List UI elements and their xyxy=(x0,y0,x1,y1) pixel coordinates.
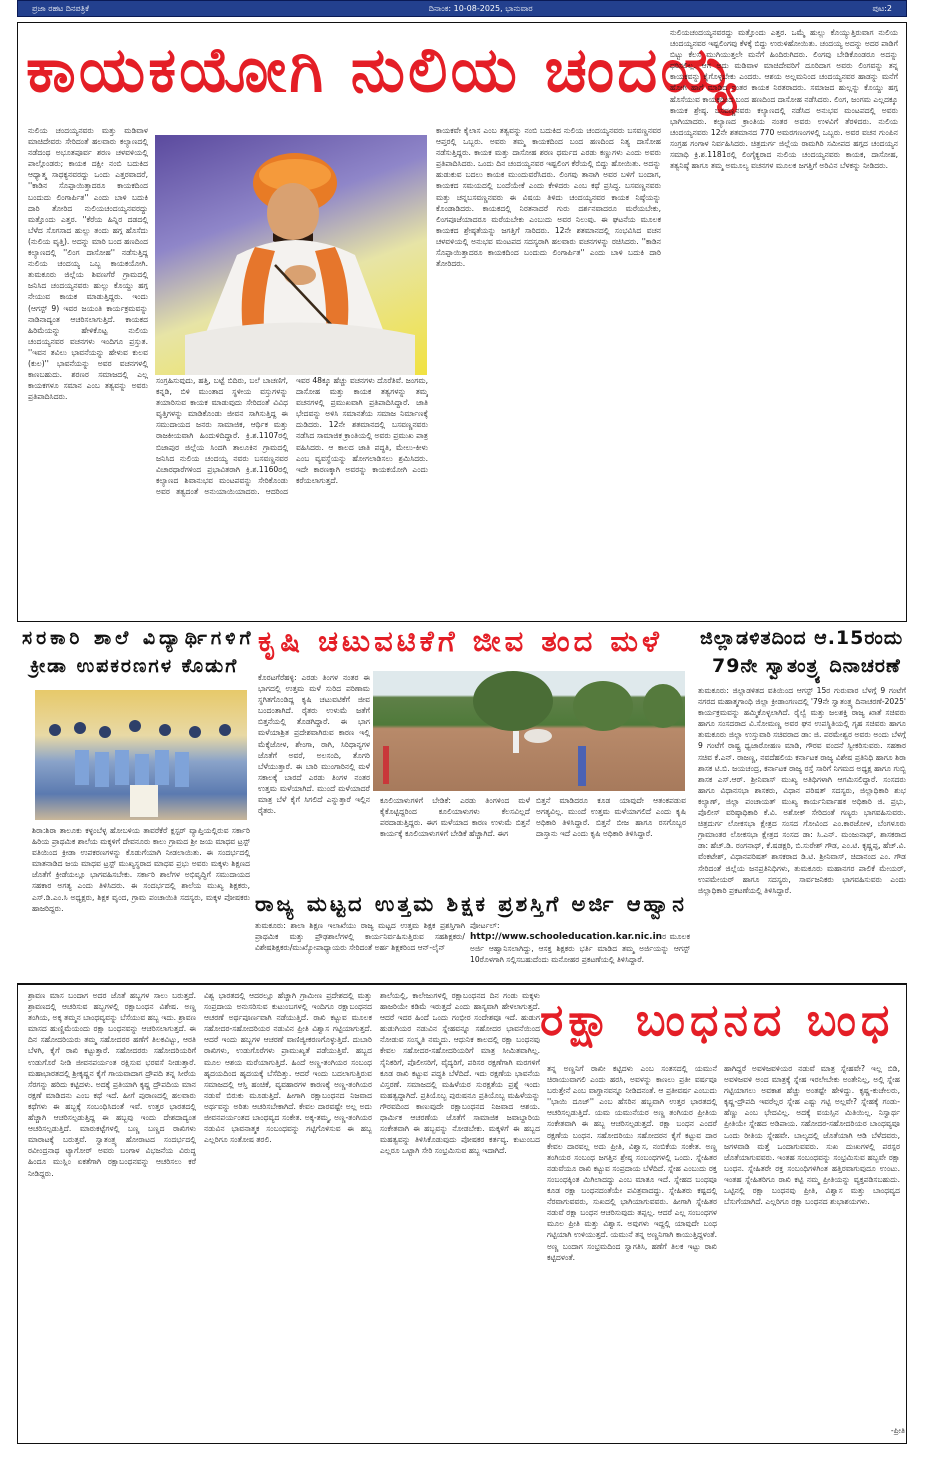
lead-col-4: ನುಲಿಯಚಂದಯ್ಯನವರದ್ದು ಮತ್ತೊಂದು ಎತ್ತರ. ಒಮ್ಮೆ ಹುಲ್ಲು ಕೊಯ್ಯುತ್ತಿರುವಾಗ ನುಲಿಯ ಚಂದಯ್ಯನವರ ಇಷ್ಟಲಿಂಗವು ಕೆಳಕ್ಕೆ ಬಿದ್ದು ಉರುಳಿಹೋಯಿತು. ಚಂದಯ್ಯ ಅದನ್ನು ಅದರ ಪಾಡಿಗೆ ಬಿಟ್ಟು ಕೆಲಸ ಮುಗಿಯುತ್ತಲೇ ಮನೆಗೆ ಹಿಂದಿರುಗಿದರು. ಲಿಂಗವು ಬೇಡಿಕೊಂಡರೂ ಅದನ್ನು ಧರಿಸಲಿಲ್ಲ. ಆಗ ಅದು ಮಡಿವಾಳ ಮಾಚಿದೇವರಿಗೆ ದೂರಿದಾಗ ಅವರು ಲಿಂಗವನ್ನು ತನ್ನ ಕಾಯಕವನ್ನು ಕೈಗೊಳ್ಳಬೇಕು ಎಂದರು. ಆಶಯ ಅಲ್ಲಮನಿಂದ ಚಂದಯ್ಯನವರ ಹಾಡನ್ನು ಮನೆಗೆ ಹೋಗಿ ಹಾಗೆ ಮಾಡಿದ ನಂತರ ಕಾಯಕ ನಿರತರಾದರು. ಸಮಾಜದ ಹುಲ್ಲನ್ನು ಕೊಯ್ದು ಹಗ್ಗ ಹೊಸೆಯುವ ಕಾಯಕದಿಂದ ಬಂದ ಹಣದಿಂದ ದಾಸೋಹ ನಡೆಸಿದರು. ಲಿಂಗ, ಜಂಗಮ ಎಲ್ಲದಕ್ಕೂ ಕಾಯಕ ಶ್ರೇಷ್ಠ. ಬಸವಣ್ಣನವರು ಕಲ್ಯಾಣದಲ್ಲಿ ನಡೆಸಿದ ಅನುಭವ ಮಂಟಪದಲ್ಲಿ ಅವರು ಭಾಗಿಯಾದರು. ಕಲ್ಯಾಣದ ಕ್ರಾಂತಿಯ ನಂತರ ಅವರು ಉಳವಿಗೆ ತೆರಳಿದರು. ನುಲಿಯ ಚಂದಯ್ಯನವರು 12ನೇ ಶತಮಾನದ 770 ಅಮರಗಣಂಗಳಲ್ಲಿ ಒಬ್ಬರು. ಅವರ ವಚನ ಗುಂಪಿನ ಸಂಗ್ರಹ ಗಂಗಾಳ ನಿರ್ವಹಿಸಿದರು. ಚಿತ್ರದುರ್ಗ ಜಿಲ್ಲೆಯ ರಾಮಗಿರಿ ಸಮೀಪದ ಹಗ್ಗದ ಚಂದಯ್ಯನ ಸಮಾಧಿ ಕ್ರಿ.ಶ.1181ರಲ್ಲಿ ಲಿಂಗೈಕ್ಯರಾದ ನುಲಿಯ ಚಂದಯ್ಯನವರು ಕಾಯಕ, ದಾಸೋಹ, ತತ್ವನಿಷ್ಠೆ ಹಾಗೂ ತಮ್ಮ ಅಮೂಲ್ಯ ವಚನಗಳ ಮೂಲಕ ಜಗತ್ತಿಗೆ ಅರಿವಿನ ಬೆಳಕನ್ನು ನೀಡಿದರು. xyxy=(670,28,898,171)
award-url-link[interactable]: http://www.schooleducation.kar.nic.in xyxy=(470,932,663,943)
school-students-photo xyxy=(35,690,247,820)
independence-headline-1: ಜಿಲ್ಲಾಡಳಿತದಿಂದ ಆ.15ರಂದು xyxy=(700,627,904,649)
lead-col-2: ಸಂಗ್ರಹಿಸುವುದು, ಹತ್ತಿ, ಬಟ್ಟೆ ಬಿದಿರು, ಬಲೆ ಬಾಚಣಿಗೆ, ಕನ್ನಡಿ, ಬಿಳಿ ಮುಂತಾದ ಸ್ಥಳೀಯ ವಸ್ತುಗಳನ್ನು ತಯಾರಿಸುವ ಕಾಯಕ ಮಾಡುವುದು ಸೇರಿದಂತೆ ವಿವಿಧ ವೃತ್ತಿಗಳನ್ನು ಮಾಡಿಕೊಂಡು ಜೀವನ ಸಾಗಿಸುತ್ತಿದ್ದ ಈ ಸಮುದಾಯದ ಜನರು ಸಾಮಾಜಿಕ, ಆರ್ಥಿಕ ಮತ್ತು ರಾಜಕೀಯವಾಗಿ ಹಿಂದುಳಿದಿದ್ದಾರೆ. ಕ್ರಿ.ಶ.1107ರಲ್ಲಿ ಬಿಜಾಪುರ ಜಿಲ್ಲೆಯ ಸಿಂದಗಿ ತಾಲೂಕಿನ ಗ್ರಾಮದಲ್ಲಿ ಜನಿಸಿದ ನುಲಿಯ ಚಂದಯ್ಯ ನವರು ಬಸವಣ್ಣನವರ ವಿಚಾರಧಾರೆಗಳಿಂದ ಪ್ರಭಾವಿತರಾಗಿ ಕ್ರಿ.ಶ.1160ರಲ್ಲಿ ಕಲ್ಯಾಣದ ಶಿವಾನುಭವ ಮಂಟಪವನ್ನು ಸೇರಿಕೊಂಡು ಅವರ ತತ್ವದಂತೆ ಅನುಯಾಯಿಯಾದರು. ಆದರಿಂದ ಇವರ 48ಕ್ಕೂ ಹೆಚ್ಚು ವಚನಗಳು ದೊರೆತಿವೆ. ಜಂಗಮ, ದಾಸೋಹ ಮತ್ತು ಕಾಯಕ ತತ್ವಗಳನ್ನು ತಮ್ಮ ವಚನಗಳಲ್ಲಿ ಪ್ರಮುಖವಾಗಿ ಪ್ರತಿಪಾದಿಸಿದ್ದಾರೆ. ಜಾತಿ ಭೇದವನ್ನು ಅಳಿಸಿ ಸಮಾನತೆಯ ಸಮಾಜ ನಿರ್ಮಾಣಕ್ಕೆ ದುಡಿದರು. 12ನೇ ಶತಮಾನದಲ್ಲಿ ಬಸವಣ್ಣನವರು ನಡೆಸಿದ ಸಾಮಾಜಿಕ ಕ್ರಾಂತಿಯಲ್ಲಿ ಅವರು ಪ್ರಮುಖ ಪಾತ್ರ ವಹಿಸಿದರು. ಆ ಕಾಲದ ಜಾತಿ ಪದ್ಧತಿ, ಮೇಲು-ಕೀಳು ಎಂಬ ವ್ಯವಸ್ಥೆಯನ್ನು ಹೋಗಲಾಡಿಸಲು ಶ್ರಮಿಸಿದರು. ಇದೇ ಕಾರಣಕ್ಕಾಗಿ ಅವರನ್ನು ಕಾಯಕಯೋಗಿ ಎಂದು ಕರೆಯಲಾಗುತ್ತದೆ. xyxy=(156,376,428,496)
school-headline-1: ಸರಕಾರಿ ಶಾಲೆ ವಿದ್ಯಾರ್ಥಿಗಳಿಗೆ xyxy=(22,627,255,649)
portrait-figure xyxy=(155,135,427,375)
award-col2-text: ರ ಮೂಲಕ ಅರ್ಜಿ ಆಹ್ವಾನಿಸಲಾಗಿದ್ದು, ಆಸಕ್ತ ಶಿಕ್ಷಕರು ಭರ್ತಿ ಮಾಡಿದ ತಮ್ಮ ಅರ್ಜಿಯನ್ನು ಆಗಸ್ಟ್ 10ರೊಳಗಾಗಿ ಸಲ್ಲಿಸಬಹುದೆಂದು ಮನೋಹರ ಪ್ರಕಟಣೆಯಲ್ಲಿ ತಿಳಿಸಿದ್ದಾರೆ. xyxy=(470,932,690,965)
rain-col-2: ಕೂಲಿಯಾಳುಗಳಿಗೆ ಬೇಡಿಕೆ: ಎರಡು ತಿಂಗಳಿಂದ ಮಳೆ ಕೈಕೊಟ್ಟಿದ್ದರಿಂದ ಕೂಲಿಯಾಳುಗಳು ಕೆಲಸವಿಲ್ಲದೆ ಪರದಾಡುತ್ತಿದ್ದರು. ಈಗ ಮಳೆಯಾದ ಕಾರಣ ಉಳುಮೆ ಬಿತ್ತನೆ ಕಾರ್ಯಕ್ಕೆ ಕೂಲಿಯಾಳುಗಳಿಗೆ ಬೇಡಿಕೆ ಹೆಚ್ಚಾಗಿದೆ. ಈಗ xyxy=(380,796,530,839)
raksha-col-2: ವಿಶ್ವ ಭಾರತದಲ್ಲಿ ಆದರಲ್ಲೂ ಹೆಚ್ಚಾಗಿ ಗ್ರಾಮೀಣ ಪ್ರದೇಶದಲ್ಲಿ ಮತ್ತು ಸಂಪ್ರದಾಯ ಅನುಸರಿಸುವ ಕುಟುಂಬಗಳಲ್ಲಿ ಇಂದಿಗೂ ರಕ್ಷಾಬಂಧನದ ಆಚರಣೆ ಅರ್ಥಪೂರ್ಣವಾಗಿ ನಡೆಯುತ್ತಿದೆ. ರಾಖಿ ಕಟ್ಟುವ ಮೂಲಕ ಸಹೋದರ-ಸಹೋದರಿಯರ ನಡುವಿನ ಪ್ರೀತಿ ವಿಶ್ವಾಸ ಗಟ್ಟಿಯಾಗುತ್ತದೆ. ಆದರೆ ಇಂದು ಹಬ್ಬಗಳ ಆಚರಣೆ ವಾಣಿಜ್ಯೀಕರಣಗೊಳ್ಳುತ್ತಿದೆ. ದುಬಾರಿ ರಾಖಿಗಳು, ಉಡುಗೊರೆಗಳು ಪ್ರಾಮುಖ್ಯತೆ ಪಡೆಯುತ್ತಿವೆ. ಹಬ್ಬದ ಮೂಲ ಆಶಯ ಮರೆಯಾಗುತ್ತಿದೆ. ಹಿಂದೆ ಅಣ್ಣ-ತಂಗಿಯರ ಸಂಬಂಧ ಹೃದಯದಿಂದ ಹೃದಯಕ್ಕೆ ಬೆಸೆದಿತ್ತು. ಆದರೆ ಇಂದು ಬದಲಾಗುತ್ತಿರುವ ಸಮಾಜದಲ್ಲಿ ಆಸ್ತಿ ಹಂಚಿಕೆ, ವ್ಯವಹಾರಗಳ ಕಾರಣಕ್ಕೆ ಅಣ್ಣ-ತಂಗಿಯರ ನಡುವೆ ಬಿರುಕು ಮೂಡುತ್ತಿದೆ. ಹೀಗಾಗಿ ರಕ್ಷಾಬಂಧನದ ನಿಜವಾದ ಅರ್ಥವನ್ನು ಅರಿತು ಆಚರಿಸಬೇಕಾಗಿದೆ. ಕೇವಲ ದಾರವಷ್ಟೇ ಅಲ್ಲ ಅದು ಜೀವನಪರ್ಯಂತದ ಬಾಂಧವ್ಯದ ಸಂಕೇತ. ಅಕ್ಕ-ತಮ್ಮ, ಅಣ್ಣ-ತಂಗಿಯರ ನಡುವಿನ ಭಾವನಾತ್ಮಕ ಸಂಬಂಧವನ್ನು ಗಟ್ಟಿಗೊಳಿಸುವ ಈ ಹಬ್ಬ ಎಲ್ಲರಿಗೂ ಸಂತೋಷ ತರಲಿ. xyxy=(204,991,372,1145)
school-body: ಶಿರಾ:ಶಿರಾ ತಾಲೂಕು ಕಳ್ಳಂಬೆಳ್ಳ ಹೋಬಳಿಯ ತಾವರೆಕೆರೆ ಕ್ಲಸ್ಟರ್ ವ್ಯಾಪ್ತಿಯಲ್ಲಿರುವ ಸರ್ಕಾರಿ ಹಿರಿಯ ಪ್ರಾಥಮಿಕ ಶಾಲೆಯ ಮಕ್ಕಳಿಗೆ ದೇವನೂರು ಕಾಲು ಗ್ರಾಮದ ಶ್ರೀ ಜಯ ಮಾಧವ ಟ್ರಸ್ಟ್ ವತಿಯಿಂದ ಕ್ರೀಡಾ ಉಪಕರಣಗಳನ್ನು ಕೊಡುಗೆಯಾಗಿ ನೀಡಲಾಯಿತು. ಈ ಸಂದರ್ಭದಲ್ಲಿ ಮಾತನಾಡಿದ ಜಯ ಮಾಧವ ಟ್ರಸ್ಟ್ ಮುಖ್ಯಸ್ಥರಾದ ಮಾಧವ ಪ್ರಭು ಅವರು ಮಕ್ಕಳು ಶಿಕ್ಷಣದ ಜೊತೆಗೆ ಕ್ರೀಡೆಯಲ್ಲೂ ಭಾಗವಹಿಸಬೇಕು. ಸರ್ಕಾರಿ ಶಾಲೆಗಳ ಅಭಿವೃದ್ಧಿಗೆ ಸಮುದಾಯದ ಸಹಕಾರ ಅಗತ್ಯ ಎಂದು ತಿಳಿಸಿದರು. ಈ ಸಂದರ್ಭದಲ್ಲಿ ಶಾಲೆಯ ಮುಖ್ಯ ಶಿಕ್ಷಕರು, ಎಸ್.ಡಿ.ಎಂ.ಸಿ ಅಧ್ಯಕ್ಷರು, ಶಿಕ್ಷಕ ವೃಂದ, ಗ್ರಾಮ ಪಂಚಾಯಿತಿ ಸದಸ್ಯರು, ಮಕ್ಕಳ ಪೋಷಕರು ಹಾಜರಿದ್ದರು. xyxy=(32,826,250,913)
rain-headline: ಕೃಷಿ ಚಟುವಟಿಕೆಗೆ ಜೀವ ತಂದ ಮಳೆ xyxy=(258,624,663,658)
independence-headline-2: 79ನೇ ಸ್ವಾತಂತ್ರ್ಯ ದಿನಾಚರಣೆ xyxy=(712,655,901,677)
raksha-col-5: ಹಾಗಿದ್ದರೆ ಅವಳಿಜವಳಿಯರ ನಡುವೆ ಮಾತ್ರ ಸ್ನೇಹವೇ? ಇಲ್ಲ ಬಿಡಿ, ಅವಳಿಜವಳಿ ಅಂದ ಮಾತ್ರಕ್ಕೆ ಸ್ನೇಹ ಇರಲೇಬೇಕು ಅಂತೇನಿಲ್ಲ, ಅಲ್ಲಿ ಸ್ನೇಹ ಗಟ್ಟಿಯಾಗಲು ಅವಕಾಶ ಹೆಚ್ಚು ಅಂತಷ್ಟೇ ಹೇಳಿದ್ದು. ಕೃಷ್ಣ-ಕುಚೇಲರು, ಕೃಷ್ಣ-ದ್ರೌಪದಿ ಇವರೆಲ್ಲರ ಸ್ನೇಹ ಎಷ್ಟು ಗಟ್ಟಿ ಅಲ್ಲವೇ? ಸ್ನೇಹಕ್ಕೆ ಗಂಡು-ಹೆಣ್ಣು ಎಂಬ ಭೇದವಿಲ್ಲ. ಅದಕ್ಕೆ ವಯಸ್ಸಿನ ಮಿತಿಯಿಲ್ಲ. ನಿಸ್ವಾರ್ಥ ಪ್ರೀತಿಯೇ ಸ್ನೇಹದ ಅಡಿಪಾಯ. ಸಹೋದರ-ಸಹೋದರಿಯರ ಬಾಂಧವ್ಯವೂ ಒಂದು ರೀತಿಯ ಸ್ನೇಹವೇ. ಬಾಲ್ಯದಲ್ಲಿ ಜೊತೆಯಾಗಿ ಆಡಿ ಬೆಳೆದವರು, ಜಗಳವಾಡಿ ಮತ್ತೆ ಒಂದಾಗುವವರು. ಸುಖ ದುಃಖಗಳಲ್ಲಿ ಪರಸ್ಪರ ಜೊತೆಯಾಗುವವರು. ಇಂತಹ ಸಂಬಂಧವನ್ನು ಸಂಭ್ರಮಿಸುವ ಹಬ್ಬವೇ ರಕ್ಷಾ ಬಂಧನ. ಸ್ನೇಹಿತರೇ ರಕ್ತ ಸಂಬಂಧಿಗಳಿಗಿಂತ ಹತ್ತಿರವಾಗುವುದೂ ಉಂಟು. ಇಂತಹ ಸ್ನೇಹಿತರಿಗೂ ರಾಖಿ ಕಟ್ಟಿ ನಮ್ಮ ಪ್ರೀತಿಯನ್ನು ವ್ಯಕ್ತಪಡಿಸಬಹುದು. ಒಟ್ಟಿನಲ್ಲಿ ರಕ್ಷಾ ಬಂಧನವು ಪ್ರೀತಿ, ವಿಶ್ವಾಸ ಮತ್ತು ಬಾಂಧವ್ಯದ ಬೆಸುಗೆಯಾಗಿದೆ. ಎಲ್ಲರಿಗೂ ರಕ್ಷಾ ಬಂಧನದ ಶುಭಾಶಯಗಳು. xyxy=(724,1064,900,1207)
chandayya-portrait xyxy=(155,135,427,375)
lead-col-1: ನುಲಿಯ ಚಂದಯ್ಯನವರು ಮತ್ತು ಮಡಿವಾಳ ಮಾಚಿದೇವರು ಸೇರಿದಂತೆ ಹಲವಾರು ಕಲ್ಯಾಣದಲ್ಲಿ ನಡೆದಂಥ ಅಭೂತಪೂರ್ವ ಶರಣ ಚಳವಳಿಯಲ್ಲಿ ಪಾಲ್ಗೊಂಡರು; ಕಾಯಕ ದಕ್ಷೀ ನಂಬಿ ಬದುಕಿದ ಆಧ್ಯಾತ್ಮ ಸಾಧಕ್ಯನವರದ್ದು ಒಂದು ಎತ್ತರವಾದರೆ, ''ಕಾಡಿನ ಸೊಪ್ಪಾಯಿತ್ತಾದರೂ ಕಾಯಕದಿಂದ ಬಂದುದು ಲಿಂಗಾರ್ಪಿತ'' ಎಂದು ಬಾಳಿ ಬದುಕಿ ದಾರಿ ತೋರಿದ ನುಲಿಯಚಂದಯ್ಯನವರದ್ದು ಮತ್ತೊಂದು ಎತ್ತರ. ''ಕೆರೆಯ ಹಿನ್ನಿರ ದಡದಲ್ಲಿ ಬೆಳೆದ ಸೊಗಸಾದ ಹುಲ್ಲು ತಂದು ಹಗ್ಗ ಹೊಸೆದು (ನುಲಿಯ ವೃತ್ತಿ). ಅದನ್ನು ಮಾರಿ ಬಂದ ಹಣದಿಂದ ಕಲ್ಯಾಣದಲ್ಲಿ ''ಲಿಂಗ ದಾಸೋಹ'' ನಡೆಸುತ್ತಿದ್ದ ನುಲಿಯ ಚಂದಯ್ಯ ಒಬ್ಬ ಕಾಯಕಯೋಗಿ. ತುಮಕೂರು ಜಿಲ್ಲೆಯ ಶಿವಣಗೆರೆ ಗ್ರಾಮದಲ್ಲಿ ಜನಿಸಿದ ಚಂದಯ್ಯನವರು ಹುಲ್ಲು ಕೊಯ್ದು ಹಗ್ಗ ನೇಯುವ ಕಾಯಕ ಮಾಡುತ್ತಿದ್ದರು. ಇಂದು (ಆಗಸ್ಟ್ 9) ಇವರ ಜಯಂತಿ ಕಾರ್ಯಕ್ರಮವನ್ನು ನಾಡಿನಾದ್ಯಂತ ಆಚರಿಸಲಾಗುತ್ತಿದೆ. ಕಾಯಕದ ಹಿರಿಮೆಯನ್ನು ಹೇಳಿಕೊಟ್ಟ ನುಲಿಯ ಚಂದಯ್ಯನವರ ವಚನಗಳು ಇಂದಿಗೂ ಪ್ರಸ್ತುತ. ''ಇವನ ತವಿಲು ಭಾವನೆಯನ್ನು ಹೇಳುವ ಕುಲವ (ಕುಲ)'' ಭಾವನೆಯನ್ನು ಅವರ ವಚನಗಳಲ್ಲಿ ಕಾಣಬಹುದು. ಶರಣರ ಸಮಾಜದಲ್ಲಿ ಎಲ್ಲ ಕಾಯಕಗಳೂ ಸಮಾನ ಎಂಬ ತತ್ವವನ್ನು ಅವರು ಪ್ರತಿಪಾದಿಸಿದರು. xyxy=(28,126,148,402)
award-portal-label: ಪೋರ್ಟಲ್: xyxy=(470,921,500,930)
school-headline-2: ಕ್ರೀಡಾ ಉಪಕರಣಗಳ ಕೊಡುಗೆ xyxy=(30,655,239,677)
date-line: ದಿನಾಂಕ: 10-08-2025, ಭಾನುವಾರ xyxy=(428,3,533,13)
raksha-col-4: ತನ್ನ ಅಣ್ಣನಿಗೆ ರಾಖೀ ಕಟ್ಟಿದಳು ಎಂಬ ಸಂತಸದಲ್ಲಿ ಯಮುನೆ ಚಿರಾಯುವಾಗಲಿ ಎಂದು ಹರಸಿ, ಅವಳನ್ನು ಕಾಣಲು ಪ್ರತೀ ವರ್ಷವೂ ಬರುತ್ತೇನೆ ಎಂಬ ವಾಗ್ದಾನವನ್ನೂ ನೀಡಿದನಂತೆ. ಆ ಪ್ರತೀವರ್ಷ ಎಂಬುದು ''ಭಾಯಿ ದೂಜ್'' ಎಂಬ ಹೆಸರಿನ ಹಬ್ಬವಾಗಿ ಉತ್ತರ ಭಾರತದಲ್ಲಿ ಆಚರಿಸಲ್ಪಡುತ್ತಿದೆ. ಯಮ ಯಮುನೆಯರ ಅಣ್ಣ ತಂಗಿಯರ ಪ್ರೀತಿಯ ಸಂಕೇತವಾಗಿ ಈ ಹಬ್ಬ ಆಚರಿಸಲ್ಪಡುತ್ತದೆ. ರಕ್ಷಾ ಬಂಧನ ಎಂದರೆ ರಕ್ಷಣೆಯ ಬಂಧನ. ಸಹೋದರಿಯು ಸಹೋದರನ ಕೈಗೆ ಕಟ್ಟುವ ದಾರ ಕೇವಲ ದಾರವಲ್ಲ ಅದು ಪ್ರೀತಿ, ವಿಶ್ವಾಸ, ನಂಬಿಕೆಯ ಸಂಕೇತ. ಅಣ್ಣ ತಂಗಿಯರ ಸಂಬಂಧ ಜಗತ್ತಿನ ಶ್ರೇಷ್ಠ ಸಂಬಂಧಗಳಲ್ಲಿ ಒಂದು. ಸ್ನೇಹಿತರ ನಡುವೆಯೂ ರಾಖಿ ಕಟ್ಟುವ ಸಂಪ್ರದಾಯ ಬೆಳೆದಿದೆ. ಸ್ನೇಹ ಎಂಬುದು ರಕ್ತ ಸಂಬಂಧಕ್ಕಿಂತ ಮಿಗಿಲಾದದ್ದು ಎಂಬ ಮಾತೂ ಇದೆ. ಸ್ನೇಹದ ಬಂಧವೂ ಕೂಡ ರಕ್ಷಾ ಬಂಧನದಂತೆಯೇ ಪವಿತ್ರವಾದದ್ದು. ಸ್ನೇಹಿತರು ಕಷ್ಟದಲ್ಲಿ ನೆರವಾಗುವವರು, ಸುಖದಲ್ಲಿ ಭಾಗಿಯಾಗುವವರು. ಹೀಗಾಗಿ ಸ್ನೇಹಿತರ ನಡುವೆ ರಕ್ಷಾ ಬಂಧನ ಆಚರಿಸುವುದು ತಪ್ಪಲ್ಲ. ಆದರೆ ಎಲ್ಲ ಸಂಬಂಧಗಳ ಮೂಲ ಪ್ರೀತಿ ಮತ್ತು ವಿಶ್ವಾಸ. ಅವುಗಳು ಇದ್ದಲ್ಲಿ ಯಾವುದೇ ಬಂಧ ಗಟ್ಟಿಯಾಗಿ ಉಳಿಯುತ್ತದೆ. ಯಮುನೆ ತನ್ನ ಅಣ್ಣನಿಗಾಗಿ ಕಾಯುತ್ತಿದ್ದಳಂತೆ. ಅಣ್ಣ ಬಂದಾಗ ಸಂಭ್ರಮದಿಂದ ಸ್ವಾಗತಿಸಿ, ಹಣೆಗೆ ತಿಲಕ ಇಟ್ಟು ರಾಖಿ ಕಟ್ಟಿದಳಂತೆ. xyxy=(547,1064,717,1262)
raksha-byline: -ಪ್ರೀತಿ xyxy=(890,1426,905,1435)
lead-col-3: ಕಾಯಕವೇ ಕೈಲಾಸ ಎಂಬ ತತ್ವವನ್ನು ನಂಬಿ ಬದುಕಿದ ನುಲಿಯ ಚಂದಯ್ಯನವರು ಬಸವಣ್ಣನವರ ಆಪ್ತರಲ್ಲಿ ಒಬ್ಬರು. ಅವರು ತಮ್ಮ ಕಾಯಕದಿಂದ ಬಂದ ಹಣದಿಂದ ನಿತ್ಯ ದಾಸೋಹ ನಡೆಸುತ್ತಿದ್ದರು. ಕಾಯಕ ಮತ್ತು ದಾಸೋಹ ಶರಣ ಧರ್ಮದ ಎರಡು ಕಣ್ಣುಗಳು ಎಂದು ಅವರು ಪ್ರತಿಪಾದಿಸಿದರು. ಒಂದು ದಿನ ಚಂದಯ್ಯನವರ ಇಷ್ಟಲಿಂಗ ಕೆರೆಯಲ್ಲಿ ಬಿದ್ದು ಹೋಯಿತು. ಅದನ್ನು ಹುಡುಕುವ ಬದಲು ಕಾಯಕ ಮುಂದುವರೆಸಿದರು. ಲಿಂಗವು ತಾನಾಗಿ ಅವರ ಬಳಿಗೆ ಬಂದಾಗ, ಕಾಯಕದ ಸಮಯದಲ್ಲಿ ಬಂದೆಯೇಕೆ ಎಂದು ಕೇಳಿದರು ಎಂಬ ಕಥೆ ಪ್ರಸಿದ್ಧ. ಬಸವಣ್ಣನವರು ಮತ್ತು ಚನ್ನಬಸವಣ್ಣನವರು ಈ ವಿಷಯ ತಿಳಿದು ಚಂದಯ್ಯನವರ ಕಾಯಕ ನಿಷ್ಠೆಯನ್ನು ಕೊಂಡಾಡಿದರು. ಕಾಯಕದಲ್ಲಿ ನಿರತನಾದರೆ ಗುರು ದರ್ಶನವಾದರೂ ಮರೆಯಬೇಕು, ಲಿಂಗಪೂಜೆಯಾದರೂ ಮರೆಯಬೇಕು ಎಂಬುದು ಅವರ ನಿಲುವು. ಈ ಘಟನೆಯ ಮೂಲಕ ಕಾಯಕದ ಶ್ರೇಷ್ಠತೆಯನ್ನು ಜಗತ್ತಿಗೆ ಸಾರಿದರು. 12ನೇ ಶತಮಾನದಲ್ಲಿ ಸಂಭವಿಸಿದ ವಚನ ಚಳವಳಿಯಲ್ಲಿ ಅನುಭವ ಮಂಟಪದ ಸದಸ್ಯರಾಗಿ ಹಲವಾರು ವಚನಗಳನ್ನು ರಚಿಸಿದರು. ''ಕಾಡಿನ ಸೊಪ್ಪಾಯಿತ್ತಾದರೂ ಕಾಯಕದಿಂದ ಬಂದುದು ಲಿಂಗಾರ್ಪಿತ'' ಎಂದು ಬಾಳಿ ಬದುಕಿ ದಾರಿ ತೋರಿದರು. xyxy=(436,126,661,269)
masthead-bar xyxy=(17,0,907,17)
lead-headline: ಕಾಯಕಯೋಗಿ ನುಲಿಯ ಚಂದಯ್ಯ xyxy=(26,33,739,106)
award-headline: ರಾಜ್ಯ ಮಟ್ಟದ ಉತ್ತಮ ಶಿಕ್ಷಕ ಪ್ರಶಸ್ತಿಗೆ ಅರ್ಜಿ ಆಹ್ವಾನ xyxy=(255,892,687,916)
rain-col-1: ಕೊರಟಗೆರೆಹಳ್ಳಿ: ಎರಡು ತಿಂಗಳ ನಂತರ ಈ ಭಾಗದಲ್ಲಿ ಉತ್ತಮ ಮಳೆ ಸುರಿದ ಪರಿಣಾಮ ಸ್ಥಗಿತಗೊಂಡಿದ್ದ ಕೃಷಿ ಚಟುವಟಿಕೆಗೆ ಜೀವ ಬಂದಂತಾಗಿದೆ. ರೈತರು ಉಳುಮೆ ಜತೆಗೆ ಬಿತ್ತನೆಯಲ್ಲಿ ತೊಡಗಿದ್ದಾರೆ. ಈ ಭಾಗ ಮಳೆಯಾಶ್ರಿತ ಪ್ರದೇಶವಾಗಿರುವ ಕಾರಣ ಇಲ್ಲಿ ಮೆಕ್ಕೆಜೋಳ, ಶೇಂಗಾ, ರಾಗಿ, ಸಿರಿಧಾನ್ಯಗಳ ಜೊತೆಗೆ ಅವರೆ, ಅಲಸಂದಿ, ತೊಗರಿ ಬೆಳೆಯುತ್ತಾರೆ. ಈ ಬಾರಿ ಮುಂಗಾರಿನಲ್ಲಿ ಮಳೆ ಸಕಾಲಕ್ಕೆ ಬಾರದೆ ಎರಡು ತಿಂಗಳ ನಂತರ ಉತ್ತಮ ಮಳೆಯಾಗಿದೆ. ಮುಂದೆ ಮಳೆಯಾದರೆ ಮಾತ್ರ ಬೆಳೆ ಕೈಗೆ ಸಿಗಲಿದೆ ಎನ್ನುತ್ತಾರೆ ಇಲ್ಲಿನ ರೈತರು. xyxy=(258,673,370,816)
rain-col-3: ಬಿತ್ತನೆ ಮಾಡಿದರೂ ಕೂಡ ಯಾವುದೇ ಆತಂಕಪಡುವ ಅಗತ್ಯವಿಲ್ಲ. ಮುಂದೆ ಉತ್ತಮ ಮಳೆಯಾಗಲಿದೆ ಎಂದು ಕೃಷಿ ಅಧಿಕಾರಿ ತಿಳಿಸಿದ್ದಾರೆ. ಬಿತ್ತನೆ ಬೀಜ ಹಾಗೂ ರಸಗೊಬ್ಬರ ದಾಸ್ತಾನು ಇದೆ ಎಂದು ಕೃಷಿ ಅಧಿಕಾರಿ ತಿಳಿಸಿದ್ದಾರೆ. xyxy=(536,796,686,839)
paper-name: ಪ್ರಜಾ ರಹಟ ದಿನಪತ್ರಿಕೆ xyxy=(32,3,90,13)
page-number: ಪುಟ:2 xyxy=(872,3,892,13)
award-col-2 xyxy=(470,920,690,978)
raksha-headline: ರಕ್ಷಾ ಬಂಧನದ ಬಂಧ xyxy=(540,995,895,1046)
award-col-1: ತುಮಕೂರು: ಶಾಲಾ ಶಿಕ್ಷಣ ಇಲಾಖೆಯು ರಾಜ್ಯ ಮಟ್ಟದ ಉತ್ತಮ ಶಿಕ್ಷಕ ಪ್ರಶಸ್ತಿಗಾಗಿ ಪ್ರಾಥಮಿಕ ಮತ್ತು ಪ್ರೌಢಶಾಲೆಗಳಲ್ಲಿ ಕಾರ್ಯನಿರ್ವಹಿಸುತ್ತಿರುವ ಸಹಶಿಕ್ಷಕರು/ವಿಶೇಷಶಿಕ್ಷಕರು/ಮುಖ್ಯೋಪಾಧ್ಯಾಯರು ಸೇರಿದಂತೆ ಅರ್ಹ ಶಿಕ್ಷಕರಿಂದ ಆನ್-ಲೈನ್ xyxy=(255,921,465,953)
independence-body: ತುಮಕೂರು: ಜಿಲ್ಲಾಡಳಿತದ ವತಿಯಿಂದ ಆಗಸ್ಟ್ 15ರ ಗುರುವಾರ ಬೆಳಗ್ಗೆ 9 ಗಂಟೆಗೆ ನಗರದ ಮಹಾತ್ಮಗಾಂಧಿ ಜಿಲ್ಲಾ ಕ್ರೀಡಾಂಗಣದಲ್ಲಿ '79ನೇ ಸ್ವಾತಂತ್ರ್ಯ ದಿನಾಚರಣೆ-2025' ಕಾರ್ಯಕ್ರಮವನ್ನು ಹಮ್ಮಿಕೊಳ್ಳಲಾಗಿದೆ. ರೈಲ್ವೆ ಮತ್ತು ಜಲಶಕ್ತಿ ರಾಜ್ಯ ಖಾತೆ ಸಚಿವರು ಹಾಗೂ ಸಂಸದರಾದ ವಿ.ಸೋಮಣ್ಣ ಅವರ ಘನ ಉಪಸ್ಥಿತಿಯಲ್ಲಿ ಗೃಹ ಸಚಿವರು ಹಾಗೂ ತುಮಕೂರು ಜಿಲ್ಲಾ ಉಸ್ತುವಾರಿ ಸಚಿವರಾದ ಡಾ: ಜಿ. ಪರಮೇಶ್ವರ ಅವರು ಅಂದು ಬೆಳಗ್ಗೆ 9 ಗಂಟೆಗೆ ರಾಷ್ಟ್ರ ಧ್ವಜಾರೋಹಣ ಮಾಡಿ, ಗೌರವ ವಂದನೆ ಸ್ವೀಕರಿಸುವರು. ಸಹಕಾರ ಸಚಿವ ಕೆ.ಎನ್. ರಾಜಣ್ಣ, ನವದೆಹಲಿಯ ಕರ್ನಾಟಕ ರಾಜ್ಯ ವಿಶೇಷ ಪ್ರತಿನಿಧಿ ಹಾಗೂ ಶಿರಾ ಶಾಸಕ ಟಿ.ಬಿ. ಜಯಚಂದ್ರ, ಕರ್ನಾಟಕ ರಾಜ್ಯ ರಸ್ತೆ ಸಾರಿಗೆ ನಿಗಮದ ಅಧ್ಯಕ್ಷ ಹಾಗೂ ಗುಬ್ಬಿ ಶಾಸಕ ಎಸ್.ಆರ್. ಶ್ರೀನಿವಾಸ್ ಮುಖ್ಯ ಅತಿಥಿಗಳಾಗಿ ಆಗಮಿಸಲಿದ್ದಾರೆ. ಸಂಸದರು ಹಾಗೂ ವಿಧಾನಸಭಾ ಶಾಸಕರು, ವಿಧಾನ ಪರಿಷತ್ ಸದಸ್ಯರು, ಜಿಲ್ಲಾಧಿಕಾರಿ ಶುಭ ಕಲ್ಯಾಣ್, ಜಿಲ್ಲಾ ಪಂಚಾಯತ್ ಮುಖ್ಯ ಕಾರ್ಯನಿರ್ವಾಹಕ ಅಧಿಕಾರಿ ಜಿ. ಪ್ರಭು, ಪೊಲೀಸ್ ವರಿಷ್ಠಾಧಿಕಾರಿ ಕೆ.ವಿ. ಅಶೋಕ್ ಸೇರಿದಂತೆ ಗಣ್ಯರು ಭಾಗವಹಿಸುವರು. ಚಿತ್ರದುರ್ಗ ಲೋಕಸಭಾ ಕ್ಷೇತ್ರದ ಸಂಸದ ಗೋವಿಂದ ಎಂ.ಕಾರಜೋಳ, ಬೆಂಗಳೂರು ಗ್ರಾಮಾಂತರ ಲೋಕಸಭಾ ಕ್ಷೇತ್ರದ ಸಂಸದ ಡಾ: ಸಿ.ಎನ್. ಮಂಜುನಾಥ್, ಶಾಸಕರಾದ ಡಾ: ಹೆಚ್.ಡಿ. ರಂಗನಾಥ್, ಕೆ.ಷಡಕ್ಷರಿ, ಬಿ.ಸುರೇಶ್ ಗೌಡ, ಎಂ.ಟಿ. ಕೃಷ್ಣಪ್ಪ, ಹೆಚ್.ವಿ. ವೆಂಕಟೇಶ್, ವಿಧಾನಪರಿಷತ್ ಶಾಸಕರಾದ ಡಿ.ಟಿ. ಶ್ರೀನಿವಾಸ್, ಚಿದಾನಂದ ಎಂ. ಗೌಡ ಸೇರಿದಂತೆ ಜಿಲ್ಲೆಯ ಜನಪ್ರತಿನಿಧಿಗಳು, ತುಮಕೂರು ಮಹಾನಗರ ಪಾಲಿಕೆ ಮೇಯರ್, ಉಪಮೇಯರ್ ಹಾಗೂ ಸದಸ್ಯರು, ಸಾರ್ವಜನಿಕರು ಭಾಗವಹಿಸುವರು ಎಂದು ಜಿಲ್ಲಾಧಿಕಾರಿ ಪ್ರಕಟಣೆಯಲ್ಲಿ ತಿಳಿಸಿದ್ದಾರೆ. xyxy=(698,686,906,895)
farm-field-photo xyxy=(373,671,685,791)
raksha-col-1: ಶ್ರಾವಣ ಮಾಸ ಬಂದಾಗ ಅದರ ಜೊತೆ ಹಬ್ಬಗಳ ಸಾಲು ಬರುತ್ತದೆ. ಶ್ರಾವಣದಲ್ಲಿ ಆಚರಿಸುವ ಹಬ್ಬಗಳಲ್ಲಿ ರಕ್ಷಾಬಂಧನ ವಿಶೇಷ. ಅಣ್ಣ ತಂಗಿಯ, ಅಕ್ಕ ತಮ್ಮನ ಬಾಂಧವ್ಯವನ್ನು ಬೆಸೆಯುವ ಹಬ್ಬ ಇದು. ಶ್ರಾವಣ ಮಾಸದ ಹುಣ್ಣಿಮೆಯಂದು ರಕ್ಷಾ ಬಂಧನವನ್ನು ಆಚರಿಸಲಾಗುತ್ತದೆ. ಈ ದಿನ ಸಹೋದರಿಯರು ತಮ್ಮ ಸಹೋದರರ ಹಣೆಗೆ ತಿಲಕವಿಟ್ಟು, ಆರತಿ ಬೆಳಗಿ, ಕೈಗೆ ರಾಖಿ ಕಟ್ಟುತ್ತಾರೆ. ಸಹೋದರರು ಸಹೋದರಿಯರಿಗೆ ಉಡುಗೊರೆ ನೀಡಿ ಜೀವನಪರ್ಯಂತ ರಕ್ಷಿಸುವ ಭರವಸೆ ನೀಡುತ್ತಾರೆ. ಮಹಾಭಾರತದಲ್ಲಿ ಶ್ರೀಕೃಷ್ಣನ ಕೈಗೆ ಗಾಯವಾದಾಗ ದ್ರೌಪದಿ ತನ್ನ ಸೀರೆಯ ಸೆರಗನ್ನು ಹರಿದು ಕಟ್ಟಿದಳು. ಅದಕ್ಕೆ ಪ್ರತಿಯಾಗಿ ಕೃಷ್ಣ ದ್ರೌಪದಿಯ ಮಾನ ರಕ್ಷಣೆ ಮಾಡಿದನು ಎಂಬ ಕಥೆ ಇದೆ. ಹೀಗೆ ಪುರಾಣದಲ್ಲಿ ಹಲವಾರು ಕಥೆಗಳು ಈ ಹಬ್ಬಕ್ಕೆ ಸಂಬಂಧಿಸಿದಂತೆ ಇವೆ. ಉತ್ತರ ಭಾರತದಲ್ಲಿ ಹೆಚ್ಚಾಗಿ ಆಚರಿಸಲ್ಪಡುತ್ತಿದ್ದ ಈ ಹಬ್ಬವು ಇಂದು ದೇಶದಾದ್ಯಂತ ಆಚರಿಸಲ್ಪಡುತ್ತಿದೆ. ಮಾರುಕಟ್ಟೆಗಳಲ್ಲಿ ಬಣ್ಣ ಬಣ್ಣದ ರಾಖಿಗಳು ಮಾರಾಟಕ್ಕೆ ಬರುತ್ತವೆ. ಸ್ವಾತಂತ್ರ್ಯ ಹೋರಾಟದ ಸಂದರ್ಭದಲ್ಲಿ ರವೀಂದ್ರನಾಥ ಟ್ಯಾಗೋರ್ ಅವರು ಬಂಗಾಳ ವಿಭಜನೆಯ ವಿರುದ್ಧ ಹಿಂದೂ ಮುಸ್ಲಿಂ ಏಕತೆಗಾಗಿ ರಕ್ಷಾಬಂಧನವನ್ನು ಆಚರಿಸಲು ಕರೆ ನೀಡಿದ್ದರು. xyxy=(28,991,196,1178)
raksha-col-3: ಶಾಲೆಯಲ್ಲಿ, ಕಾಲೇಜುಗಳಲ್ಲಿ ರಕ್ಷಾಬಂಧನದ ದಿನ ಗಂಡು ಮಕ್ಕಳು ಹಾಜರಿಯೇ ಕಡಿಮೆ ಇರುತ್ತದೆ ಎಂದು ಹಾಸ್ಯವಾಗಿ ಹೇಳಲಾಗುತ್ತದೆ. ಆದರೆ ಇದರ ಹಿಂದೆ ಒಂದು ಗಂಭೀರ ಸಂದೇಶವೂ ಇದೆ. ಹುಡುಗ ಹುಡುಗಿಯರ ನಡುವಿನ ಸ್ನೇಹವನ್ನೂ ಸಹೋದರ ಭಾವನೆಯಿಂದ ನೋಡುವ ಸಂಸ್ಕೃತಿ ನಮ್ಮದು. ಆಧುನಿಕ ಕಾಲದಲ್ಲಿ ರಕ್ಷಾ ಬಂಧನವು ಕೇವಲ ಸಹೋದರ-ಸಹೋದರಿಯರಿಗೆ ಮಾತ್ರ ಸೀಮಿತವಾಗಿಲ್ಲ. ಸೈನಿಕರಿಗೆ, ಪೊಲೀಸರಿಗೆ, ವೈದ್ಯರಿಗೆ, ಪರಿಸರ ರಕ್ಷಣೆಗಾಗಿ ಮರಗಳಿಗೆ ಕೂಡ ರಾಖಿ ಕಟ್ಟುವ ಪದ್ಧತಿ ಬೆಳೆದಿದೆ. ಇದು ರಕ್ಷಣೆಯ ಭಾವನೆಯ ವಿಸ್ತರಣೆ. ಸಮಾಜದಲ್ಲಿ ಮಹಿಳೆಯರ ಸುರಕ್ಷತೆಯ ಪ್ರಶ್ನೆ ಇಂದು ಮಹತ್ವದ್ದಾಗಿದೆ. ಪ್ರತಿಯೊಬ್ಬ ಪುರುಷನೂ ಪ್ರತಿಯೊಬ್ಬ ಮಹಿಳೆಯನ್ನು ಗೌರವದಿಂದ ಕಾಣುವುದೇ ರಕ್ಷಾಬಂಧನದ ನಿಜವಾದ ಆಶಯ. ಧಾರ್ಮಿಕ ಆಚರಣೆಯ ಜೊತೆಗೆ ಸಾಮಾಜಿಕ ಜವಾಬ್ದಾರಿಯ ಸಂಕೇತವಾಗಿ ಈ ಹಬ್ಬವನ್ನು ನೋಡಬೇಕು. ಮಕ್ಕಳಿಗೆ ಈ ಹಬ್ಬದ ಮಹತ್ವವನ್ನು ತಿಳಿಸಿಕೊಡುವುದು ಪೋಷಕರ ಕರ್ತವ್ಯ. ಕುಟುಂಬದ ಎಲ್ಲರೂ ಒಟ್ಟಾಗಿ ಸೇರಿ ಸಂಭ್ರಮಿಸುವ ಹಬ್ಬ ಇದಾಗಿದೆ. xyxy=(380,991,540,1156)
